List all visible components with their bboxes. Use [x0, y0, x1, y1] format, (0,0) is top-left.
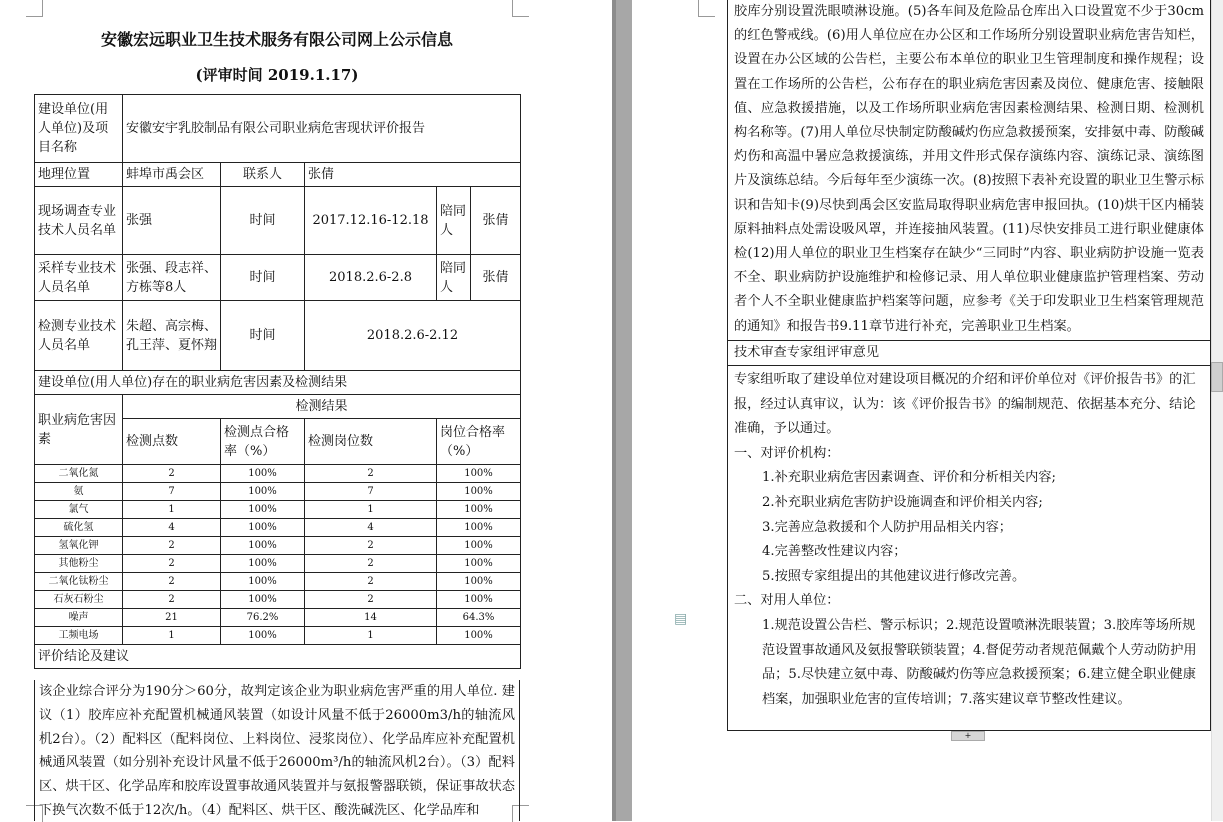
points-value: 1 [123, 627, 221, 645]
factor-row [35, 627, 521, 645]
conclusion-text: 该企业综合评分为190分＞60分，故判定该企业为职业病危害严重的用人单位. 建议（1）胶库应补充配置机械通风装置（如设计风量不低于26000m3/h的轴流风机2台）。（2）配料区（配料岗位、上料岗位、浸浆岗位）、化学品库应补充配置机械通风装置（如分别补充设计风量不低于26000m³/h的轴流风机2台）。（3）配料区、烘干区、化学品库和胶库设置事故通风装置并与氨报警器联锁，保证事故状态下换气次数不低于12次/h。（4）配料区、烘干区、酸洗碱洗区、化学品库和 [34, 680, 520, 821]
page-gap [612, 0, 632, 821]
posts-value: 2 [305, 465, 437, 483]
employer-text: 1.规范设置公告栏、警示标识；2.规范设置喷淋洗眼装置；3.胶库等场所规范设置事故通风及氨报警联锁装置；4.督促劳动者规范佩戴个人劳动防护用品；5.尽快建立氨中毒、防酸碱灼伤等应急救援预案；6.建立健全职业健康档案，加强职业危害的宣传培训；7.落实建议章节整改性建议。 [762, 617, 1197, 707]
factor-name: 氯气 [35, 501, 123, 519]
factor-name: 噪声 [35, 609, 123, 627]
sampling-label: 采样专业技术人员名单 [35, 255, 123, 301]
document-title: 安徽宏远职业卫生技术服务有限公司网上公示信息 [100, 30, 453, 49]
point-rate-value: 100% [221, 465, 305, 483]
points-value: 2 [123, 573, 221, 591]
location-value: 蚌埠市禹会区 [123, 163, 221, 187]
accompany-value: 张倩 [471, 255, 521, 301]
posts-value: 2 [305, 537, 437, 555]
point-rate-value: 100% [221, 537, 305, 555]
point-rate-value: 100% [221, 591, 305, 609]
posts-value: 4 [305, 519, 437, 537]
points-value: 21 [123, 609, 221, 627]
factor-name: 氢氧化钾 [35, 537, 123, 555]
factor-name: 二氧化氮 [35, 465, 123, 483]
detection-time: 2018.2.6-2.12 [305, 301, 521, 371]
factor-name: 硫化氢 [35, 519, 123, 537]
crop-mark [512, 0, 529, 17]
contact-value: 张倩 [305, 163, 521, 187]
posts-value: 14 [305, 609, 437, 627]
project-label: 建设单位(用人单位)及项目名称 [35, 95, 123, 163]
review-date: (评审时间 2019.1.17) [195, 66, 359, 84]
point-rate-column-header: 检测点合格率（%） [221, 419, 305, 465]
expert-intro: 专家组听取了建设单位对建设项目概况的介绍和评价单位对《评价报告书》的汇报，经过认真审议，认为：该《评价报告书》的编制规范、依据基本充分、结论准确，予以通过。 [734, 372, 1196, 437]
sampling-time: 2018.2.6-2.8 [305, 255, 437, 301]
survey-time-label: 时间 [221, 187, 305, 255]
factor-column-header: 职业病危害因素 [35, 395, 123, 465]
left-page [0, 0, 612, 821]
scroll-thumb[interactable] [1211, 362, 1223, 392]
points-value: 2 [123, 591, 221, 609]
right-content-box [727, 0, 1211, 731]
point-rate-value: 100% [221, 519, 305, 537]
post-rate-value: 100% [437, 501, 521, 519]
info-table [34, 94, 521, 669]
contact-label: 联系人 [221, 163, 305, 187]
posts-value: 7 [305, 483, 437, 501]
post-rate-value: 100% [437, 519, 521, 537]
detection-time-label: 时间 [221, 301, 305, 371]
factor-name: 氨 [35, 483, 123, 501]
points-column-header: 检测点数 [123, 419, 221, 465]
post-rate-column-header: 岗位合格率（%） [437, 419, 521, 465]
post-rate-value: 100% [437, 483, 521, 501]
continued-suggestions: 胶库分别设置洗眼喷淋设施。(5)各车间及危险品仓库出入口设置宽不少于30cm的红色警戒线。(6)用人单位应在办公区和工作场所分别设置职业病危害告知栏，设置在办公区域的公告栏，主要公布本单位的职业卫生管理制度和操作规程；设置在工作场所的公告栏，公布存在的职业病危害因素及岗位、健康危害、接触限值、应急救援措施，以及工作场所职业病危害因素检测结果、检测日期、检测机构名称等。(7)用人单位尽快制定防酸碱灼伤应急救援预案，安排氨中毒、防酸碱灼伤和高温中暑应急救援演练，并用文件形式保存演练内容、演练记录、演练图片及演练总结。今后每年至少演练一次。(8)按照下表补充设置的职业卫生警示标识和告知卡(9)尽快到禹会区安监局取得职业病危害申报回执。(10)烘干区内桶装原料抽料点处需设吸风罩，并连接抽风装置。(11)尽快安排员工进行职业健康体检(12)用人单位的职业卫生档案存在缺少“三同时”内容、职业病防护设施一览表不全、职业病防护设施维护和检修记录、用人单位职业健康监护管理档案、劳动者个人不全职业健康监护档案等问题，应参考《关于印发职业卫生档案管理规范的通知》和报告书9.11章节进行补充，完善职业卫生档案。 [728, 0, 1210, 341]
factor-row [35, 483, 521, 501]
factor-name: 其他粉尘 [35, 555, 123, 573]
post-rate-value: 100% [437, 591, 521, 609]
points-value: 4 [123, 519, 221, 537]
survey-value: 张强 [123, 187, 221, 255]
crop-mark [698, 0, 715, 17]
factor-row [35, 555, 521, 573]
agency-item: 2.补充职业病危害防护设施调查和评价相关内容; [762, 494, 1043, 510]
factor-row [35, 573, 521, 591]
post-rate-value: 100% [437, 555, 521, 573]
factors-header: 建设单位(用人单位)存在的职业病危害因素及检测结果 [35, 371, 521, 395]
accompany-label: 陪同人 [437, 187, 471, 255]
employer-header: 二、对用人单位： [734, 593, 840, 609]
post-rate-value: 100% [437, 465, 521, 483]
location-label: 地理位置 [35, 163, 123, 187]
expert-header: 技术审查专家组评审意见 [728, 341, 1210, 366]
detection-value: 朱超、高宗梅、孔王萍、夏怀翔 [123, 301, 221, 371]
factor-name: 二氧化钛粉尘 [35, 573, 123, 591]
factor-row [35, 519, 521, 537]
post-rate-value: 100% [437, 537, 521, 555]
crop-mark [26, 0, 43, 17]
agency-item: 1.补充职业病危害因素调查、评价和分析相关内容; [762, 470, 1056, 486]
sampling-value: 张强、段志祥、方栋等8人 [123, 255, 221, 301]
project-value: 安徽安宇乳胶制品有限公司职业病危害现状评价报告 [123, 95, 521, 163]
accompany-value: 张倩 [471, 187, 521, 255]
points-value: 7 [123, 483, 221, 501]
expert-opinion [728, 366, 1210, 714]
posts-value: 2 [305, 555, 437, 573]
posts-column-header: 检测岗位数 [305, 419, 437, 465]
agency-item: 4.完善整改性建议内容； [762, 544, 907, 560]
factor-name: 工频电场 [35, 627, 123, 645]
posts-value: 1 [305, 627, 437, 645]
agency-item: 3.完善应急救援和个人防护用品相关内容； [762, 519, 1012, 535]
post-rate-value: 100% [437, 627, 521, 645]
point-rate-value: 100% [221, 627, 305, 645]
points-value: 1 [123, 501, 221, 519]
points-value: 2 [123, 465, 221, 483]
agency-item: 5.按照专家组提出的其他建议进行修改完善。 [762, 568, 1026, 584]
point-rate-value: 100% [221, 501, 305, 519]
table-add-row-handle[interactable]: + [951, 731, 985, 741]
sampling-time-label: 时间 [221, 255, 305, 301]
post-rate-value: 64.3% [437, 609, 521, 627]
points-value: 2 [123, 555, 221, 573]
point-rate-value: 100% [221, 483, 305, 501]
posts-value: 2 [305, 591, 437, 609]
factor-row [35, 591, 521, 609]
points-value: 2 [123, 537, 221, 555]
agency-header: 一、对评价机构： [734, 445, 840, 461]
posts-value: 1 [305, 501, 437, 519]
conclusion-header: 评价结论及建议 [35, 645, 521, 669]
factor-name: 石灰石粉尘 [35, 591, 123, 609]
post-rate-value: 100% [437, 573, 521, 591]
vertical-scrollbar[interactable] [1211, 0, 1223, 821]
factor-row [35, 537, 521, 555]
point-rate-value: 76.2% [221, 609, 305, 627]
point-rate-value: 100% [221, 555, 305, 573]
survey-time: 2017.12.16-12.18 [305, 187, 437, 255]
result-column-header: 检测结果 [123, 395, 521, 419]
survey-label: 现场调查专业技术人员名单 [35, 187, 123, 255]
factor-row [35, 609, 521, 627]
paste-options-icon[interactable]: ▤ [674, 611, 688, 627]
posts-value: 2 [305, 573, 437, 591]
factor-row [35, 465, 521, 483]
point-rate-value: 100% [221, 573, 305, 591]
factor-rows [35, 465, 521, 645]
detection-label: 检测专业技术人员名单 [35, 301, 123, 371]
accompany-label: 陪同人 [437, 255, 471, 301]
factor-row [35, 501, 521, 519]
